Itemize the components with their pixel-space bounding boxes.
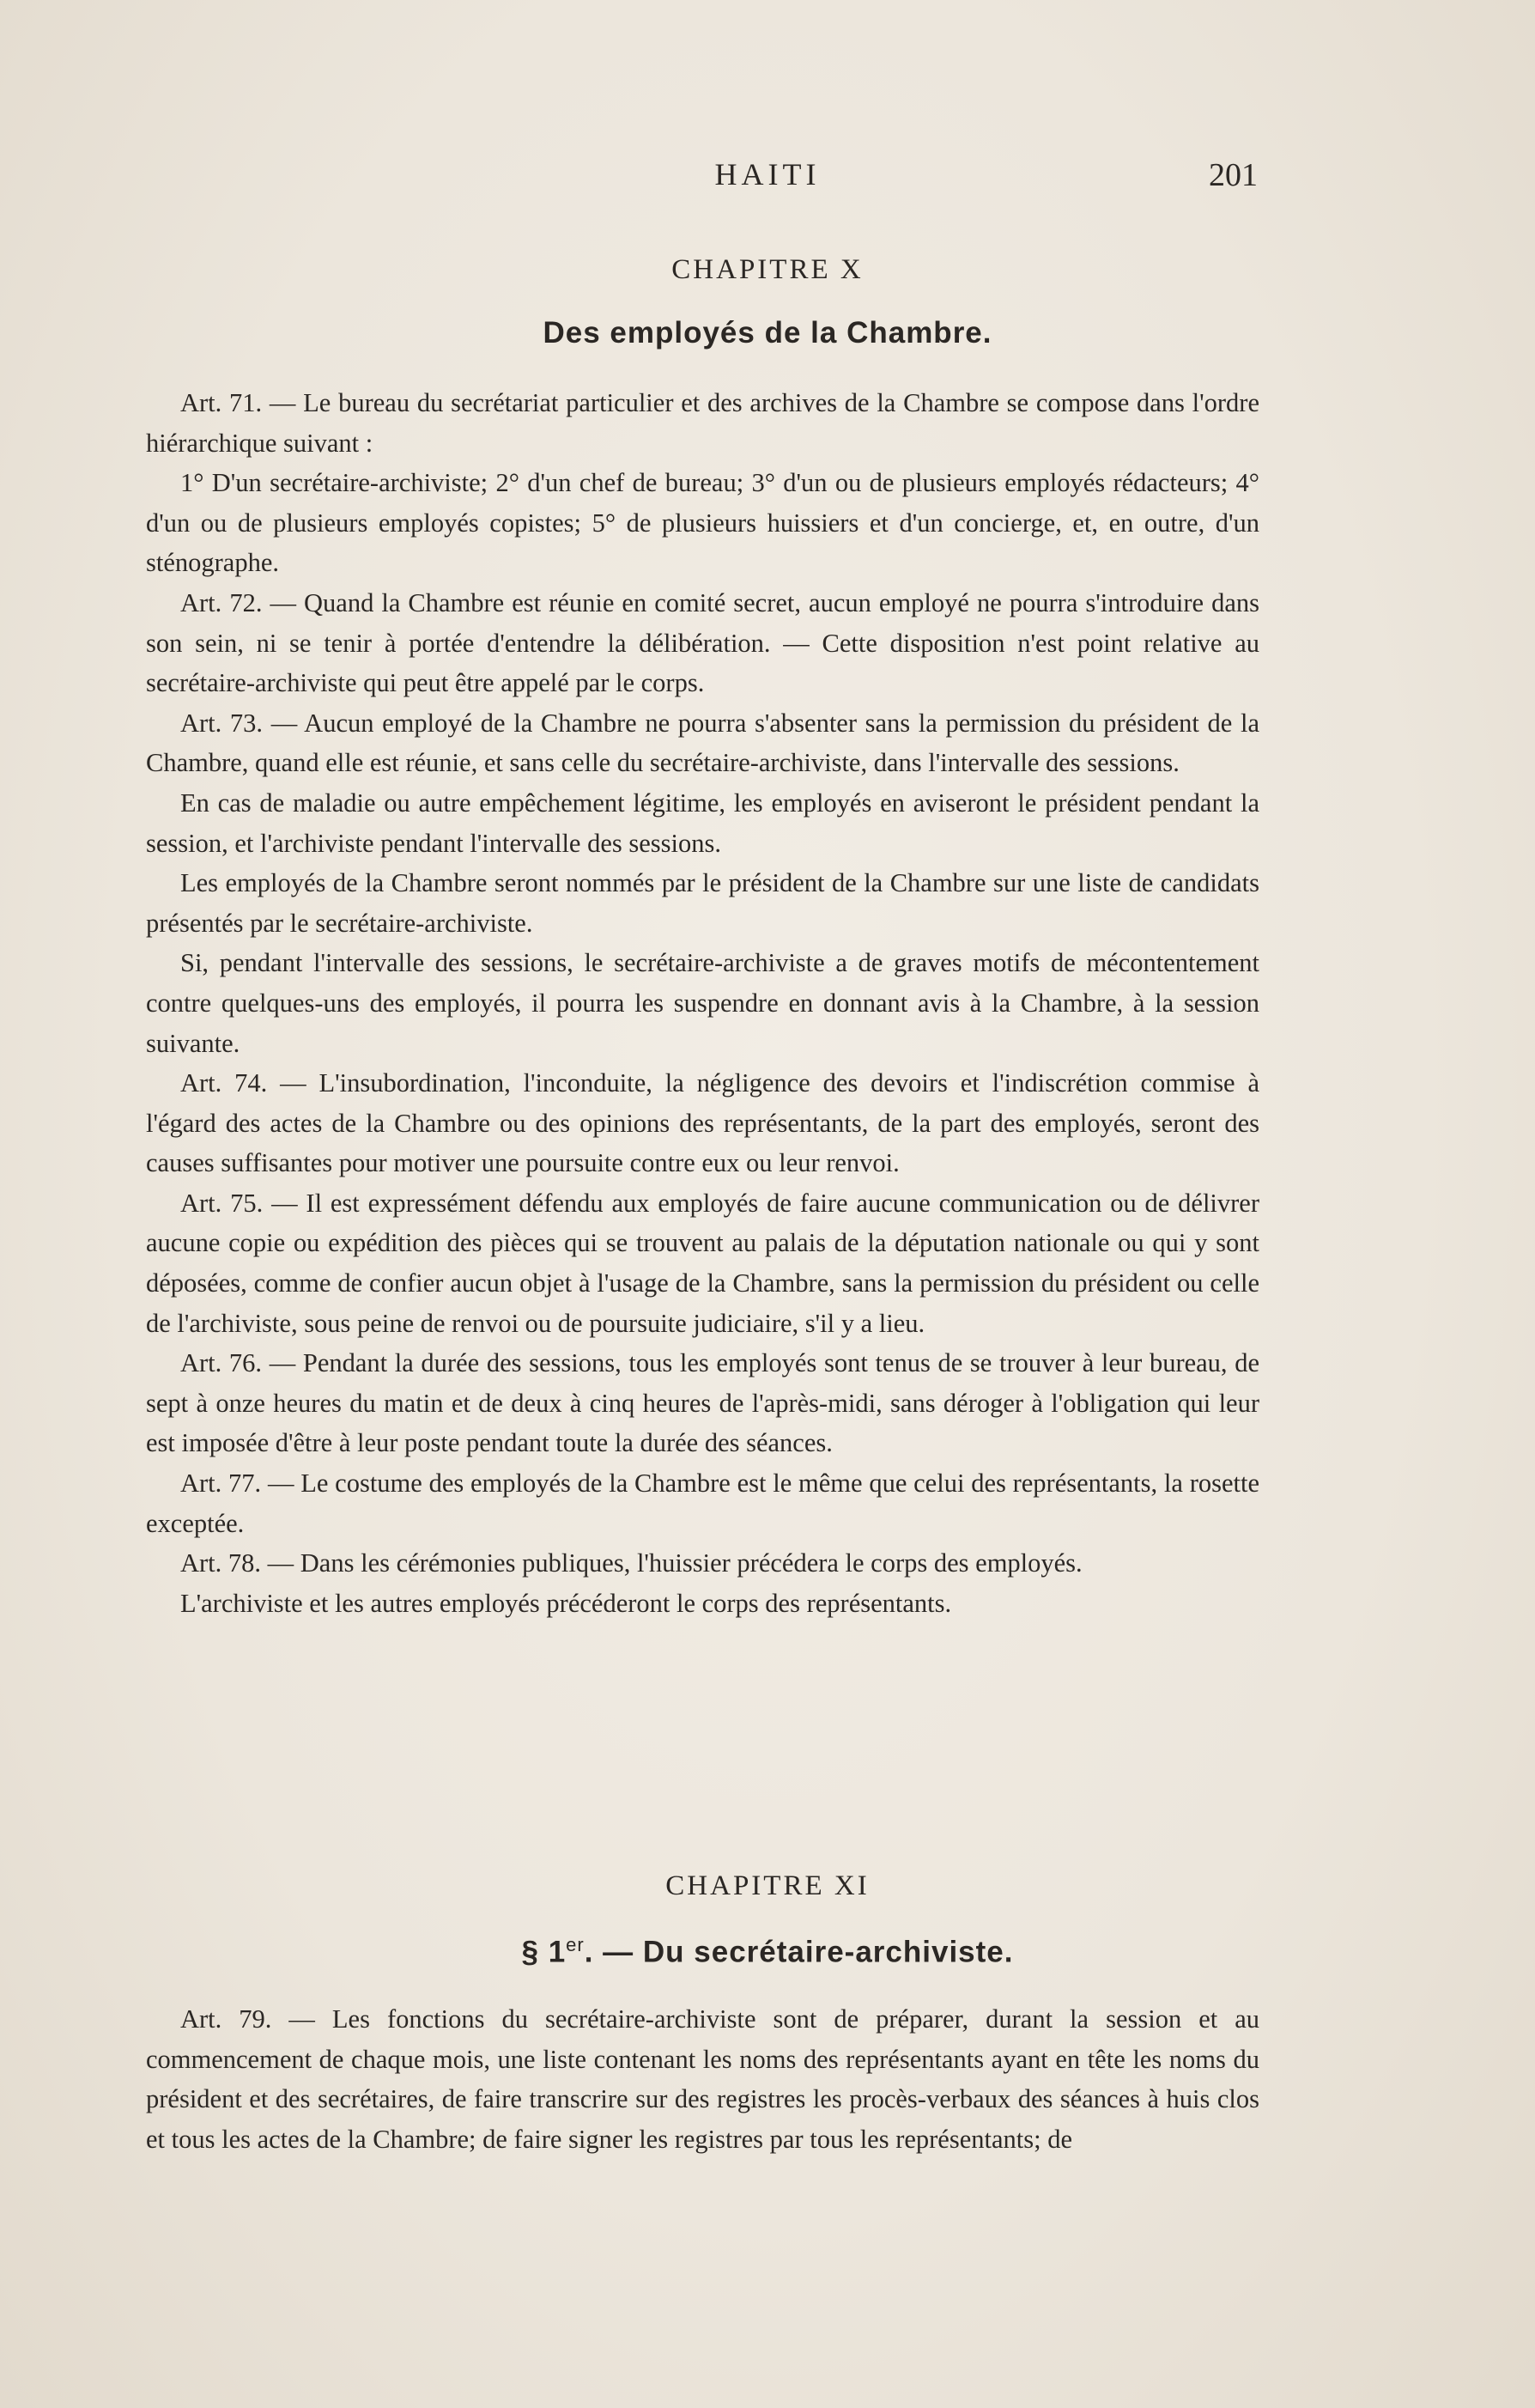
section-sign: § 1 xyxy=(521,1935,567,1969)
paragraph-art-75: Art. 75. — Il est expressément défendu aux employés de faire aucune communication ou de délivrer aucune copie ou expédition des pièces qui se trouvent au palais de la députation nationale ou qui y sont déposées, comme de confier aucun objet à l'usage de la Chambre, sans la permission du président ou celle de l'archiviste, sous peine de renvoi ou de poursuite judiciaire, s'il y a lieu. xyxy=(146,1188,1259,1338)
chapter-xi-body xyxy=(146,1999,1259,2159)
paragraph-art-79: Art. 79. — Les fonctions du secrétaire-archiviste sont de préparer, durant la session et au commencement de chaque mois, une liste contenant les noms des représentants ayant en tête les noms du président et des secrétaires, de faire transcrire sur des registres les procès-verbaux des séances à huis clos et tous les actes de la Chambre; de faire signer les registres par tous les représentants; de xyxy=(146,2004,1259,2154)
chapter-xi-title xyxy=(0,1934,1535,1970)
page-number: 201 xyxy=(1209,157,1258,193)
paragraph-art-76: Art. 76. — Pendant la durée des sessions, tous les employés sont tenus de se trouver à leur bureau, de sept à onze heures du matin et de deux à cinq heures de l'après-midi, sans déroger à l'obligation qui leur est imposée d'être à leur poste pendant toute la durée des séances. xyxy=(146,1348,1259,1458)
paragraph-art-78-archiviste: L'archiviste et les autres employés précéderont le corps des représentants. xyxy=(180,1588,952,1618)
paragraph-art-71-list: 1° D'un secrétaire-archiviste; 2° d'un chef de bureau; 3° d'un ou de plusieurs employés rédacteurs; 4° d'un ou de plusieurs employés copistes; 5° de plusieurs huissiers et d'un concierge, et, en outre, d'un sténographe. xyxy=(146,468,1259,578)
running-head-title: HAITI xyxy=(714,157,821,192)
chapter-xi-label: CHAPITRE XI xyxy=(665,1870,870,1901)
paragraph-art-77: Art. 77. — Le costume des employés de la Chambre est le même que celui des représentants, la rosette exceptée. xyxy=(146,1469,1259,1538)
paragraph-art-73-nomination: Les employés de la Chambre seront nommés par le président de la Chambre sur une liste de candidats présentés par le secrétaire-archiviste. xyxy=(146,868,1259,938)
paragraph-art-78: Art. 78. — Dans les cérémonies publiques, l'huissier précédera le corps des employés. xyxy=(180,1548,1083,1578)
section-title: . — Du secrétaire-archiviste. xyxy=(584,1935,1014,1969)
section-sup: er xyxy=(566,1934,585,1955)
paragraph-art-73-suspension: Si, pendant l'intervalle des sessions, le secrétaire-archiviste a de graves motifs de mécontentement contre quelques-uns des employés, il pourra les suspendre en donnant avis à la Chambre, à la session suivante. xyxy=(146,948,1259,1058)
paragraph-art-72: Art. 72. — Quand la Chambre est réunie en comité secret, aucun employé ne pourra s'introduire dans son sein, ni se tenir à portée d'entendre la délibération. — Cette disposition n'est point relative au secrétaire-archiviste qui peut être appelé par le corps. xyxy=(146,587,1259,698)
paragraph-art-73-illness: En cas de maladie ou autre empêchement légitime, les employés en aviseront le président pendant la session, et l'archiviste pendant l'intervalle des sessions. xyxy=(146,787,1259,858)
paragraph-art-73: Art. 73. — Aucun employé de la Chambre ne pourra s'absenter sans la permission du président de la Chambre, quand elle est réunie, et sans celle du secrétaire-archiviste, dans l'intervalle des sessions. xyxy=(146,708,1259,778)
chapter-x-label: CHAPITRE X xyxy=(671,254,864,285)
chapter-x-title: Des employés de la Chambre. xyxy=(543,316,992,350)
running-head xyxy=(0,156,1535,199)
paragraph-art-74: Art. 74. — L'insubordination, l'inconduite, la négligence des devoirs et l'indiscrétion commise à l'égard des actes de la Chambre ou des opinions des représentants, de la part des employés, seront des causes suffisantes pour motiver une poursuite contre eux ou leur renvoi. xyxy=(146,1068,1259,1178)
paragraph-art-71: Art. 71. — Le bureau du secrétariat particulier et des archives de la Chambre se compose dans l'ordre hiérarchique suivant : xyxy=(146,388,1259,458)
chapter-x-body xyxy=(146,383,1259,1623)
